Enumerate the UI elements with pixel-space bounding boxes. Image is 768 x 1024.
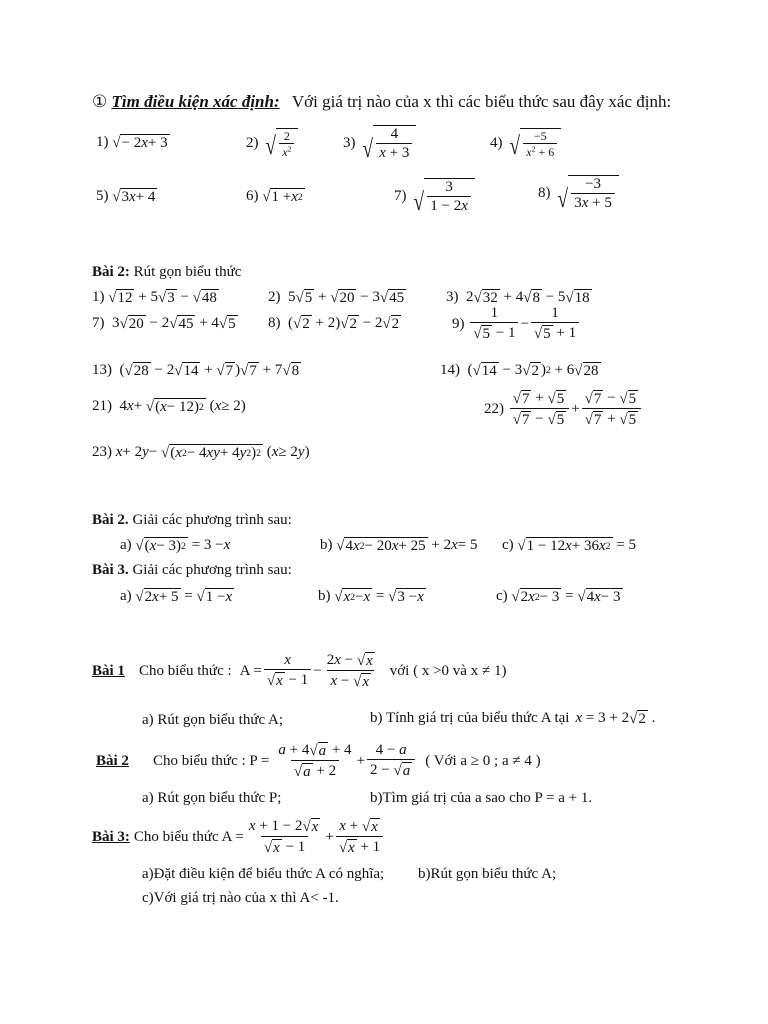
equation-3b: b) √ x 2 − x = √ 3 − x <box>318 588 424 605</box>
cond-expr-5: 5) √ 3 x + 4 <box>96 188 156 205</box>
section2-heading <box>92 264 241 281</box>
section1-question: Với giá trị nào của x thì các biểu thức sau đây xác định: <box>291 92 672 111</box>
cond-expr-7: 7) √ 3 1 − 2x <box>394 178 475 214</box>
problem2-expression: a + 4 √ a + 4 √ a + 2 + 4 − a 2 − √ a <box>273 742 417 780</box>
problem2-text: Cho biểu thức : P = <box>152 752 270 769</box>
cond-expr-4: 4) √ −5 $x^2 + 6$ <box>490 128 561 158</box>
problem2 <box>96 742 541 780</box>
problem3 <box>92 818 385 856</box>
simplify-expr-1: 1) √ 12 + 5 √ 3 − √ 48 <box>92 289 217 306</box>
problem2-title: Bài 2 <box>96 752 129 769</box>
problem1-title: Bài 1 <box>92 662 125 679</box>
cond-expr-1: 1) √ − 2 x + 3 <box>96 134 168 151</box>
problem3-title: Bài 3: <box>92 828 130 845</box>
problem1-value-x: x = 3 + 2 √ 2 . <box>575 710 656 727</box>
equation-2b: b) √ 4 x 2 − 20 x + 25 + 2 x = 5 <box>320 537 478 554</box>
problem1-part-b: b) Tính giá trị của biểu thức A tại x = 3 + 2 √ 2 . <box>370 710 656 727</box>
problem2-part-b: b)Tìm giá trị của a sao cho P = a + 1. <box>370 790 593 806</box>
equation-2a: a) √ ( x − 3) 2 = 3 − x <box>120 537 231 554</box>
problem2-condition: ( Với a ≥ 0 ; a ≠ 4 ) <box>425 752 541 769</box>
problem3-expression: x + 1 − 2 √ x √ x − 1 + x + √ x √ x + 1 <box>244 818 385 856</box>
simplify-expr-7: 7) 3 √ 20 − 2 √ 45 + 4 √ 5 <box>92 315 236 332</box>
simplify-expr-2: 2) 5 √ 5 + √ 20 − 3 √ 45 <box>268 289 405 306</box>
problem1-text: Cho biểu thức : <box>138 662 232 679</box>
simplify-expr-9: 9) 1 √ 5 − 1 − 1 √ 5 + 1 <box>452 306 581 342</box>
problem3-part-a: a)Đặt điều kiện để biểu thức A có nghĩa; <box>142 866 385 882</box>
bai3-equations-heading: Bài 3. Giải các phương trình sau: <box>92 562 292 578</box>
section2-title: Bài 2: <box>92 264 130 280</box>
problem3-part-b: b)Rút gọn biểu thức A; <box>418 866 557 882</box>
simplify-expr-3: 3) 2 √ 32 + 4 √ 8 − 5 √ 18 <box>446 289 590 306</box>
section1-title: Tìm điều kiện xác định: <box>111 92 280 111</box>
simplify-expr-14: 14) ( √ 14 − 3 √ 2 ) 2 + 6 √ 28 <box>440 362 599 379</box>
problem1-expression: A = x √ x − 1 − 2x − √ x x − √ x <box>239 651 373 690</box>
cond-expr-8: 8) √ −3 3x + 5 <box>538 175 619 211</box>
problem3-text: Cho biểu thức A = <box>133 828 244 845</box>
cond-expr-2: 2) √ 2 $x^2$ <box>246 128 298 158</box>
problem1-part-a: a) Rút gọn biểu thức A; <box>142 712 284 728</box>
simplify-expr-22: 22) √ 7 + √ 5 √ 7 − √ 5 + √ 7 − √ 5 √ 7 + √ 5 <box>484 390 643 428</box>
section1-heading <box>92 92 671 112</box>
simplify-expr-21: 21) 4 x + √ ( x − 12) 2 ( x ≥ 2) <box>92 398 246 415</box>
equation-3a: a) √ 2 x + 5 = √ 1 − x <box>120 588 233 605</box>
problem3-part-c: c)Với giá trị nào của x thì A< -1. <box>142 890 339 906</box>
problem1 <box>92 652 506 690</box>
circled-one: ① <box>92 92 108 111</box>
equation-3c: c) √ 2 x 2 − 3 = √ 4 x − 3 <box>496 588 621 605</box>
problem2-part-a: a) Rút gọn biểu thức P; <box>142 790 282 806</box>
bai2-equations-heading: Bài 2. Giải các phương trình sau: <box>92 512 292 528</box>
simplify-expr-23: 23) x + 2 y − √ ( x 2 − 4 xy + 4 y 2 ) 2 ( x ≥ 2 y ) <box>92 444 310 461</box>
equation-2c: c) √ 1 − 12 x + 36 x 2 = 5 <box>502 537 637 554</box>
simplify-expr-8: 8) ( √ 2 + 2) √ 2 − 2 √ 2 <box>268 315 400 332</box>
cond-expr-6: 6) √ 1 + x 2 <box>246 188 303 205</box>
section2-subtitle: Rút gọn biểu thức <box>133 264 242 280</box>
cond-expr-3: 3) √ 4 x + 3 <box>343 125 416 161</box>
simplify-expr-13: 13) ( √ 28 − 2 √ 14 + √ 7 ) √ 7 + 7 √ 8 <box>92 362 300 379</box>
problem1-condition: với ( x >0 và x ≠ 1) <box>389 662 507 679</box>
